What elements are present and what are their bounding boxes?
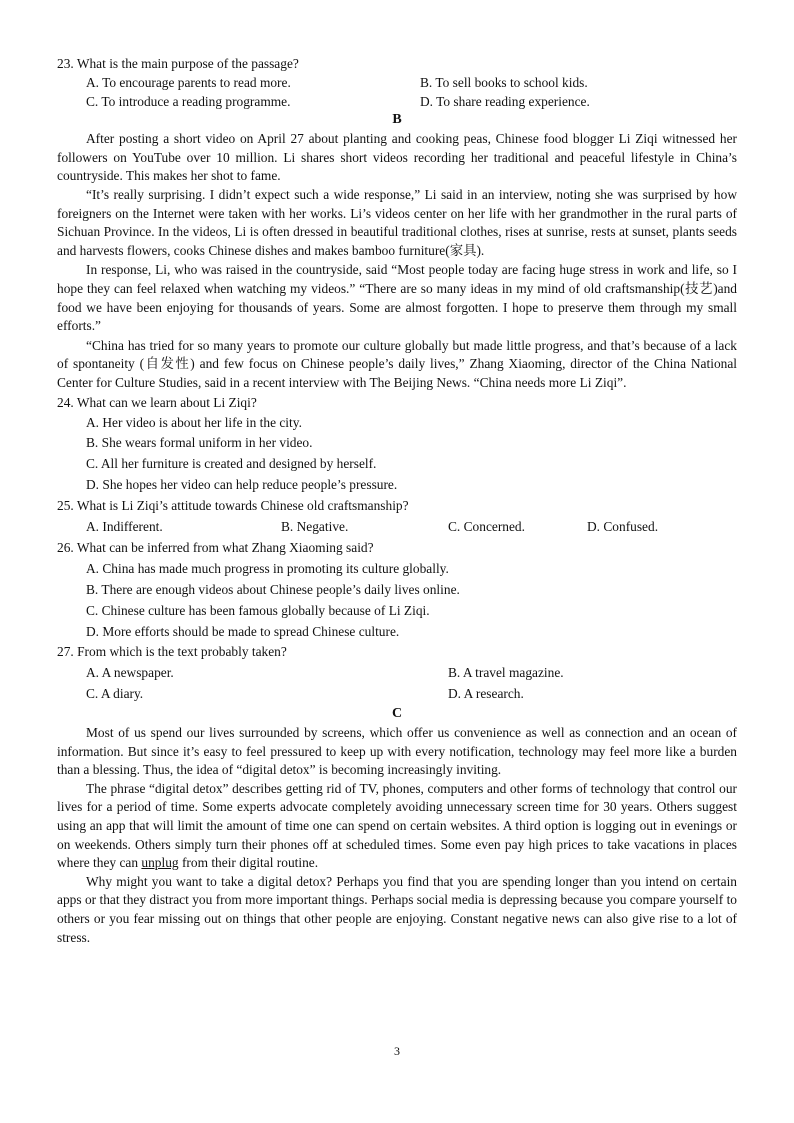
q26-option-b: B. There are enough videos about Chinese people’s daily lives online. (86, 581, 460, 597)
q26-option-d: D. More efforts should be made to spread Chinese culture. (86, 623, 400, 639)
section-b-paragraph-3: In response, Li, who was raised in the countryside, said “Most people today are facing huge stress in work and life, so I hope they can feel relaxed when watching my videos.” “There are so many ideas in my mind of old craftsmanship(技艺)and food we have been enjoying for thousands of years. Some are almost forgotten. I hope to preserve them through my small efforts.” (57, 262, 737, 334)
q25-option-a: A. Indifferent. (86, 519, 163, 535)
section-c-paragraph-1: Most of us spend our lives surrounded by screens, which offer us convenience as well as connection and an ocean of information. But since it’s easy to feel pressured to keep up with every notification, technology may feel more like a burden than a blessing. Thus, the idea of “digital detox” is becoming increasingly inviting. (57, 724, 737, 778)
underlined-word-unplug: unplug (141, 855, 179, 871)
q23-option-b: B. To sell books to school kids. (420, 74, 588, 90)
q25-option-c: C. Concerned. (448, 519, 525, 535)
q24-option-d: D. She hopes her video can help reduce people’s pressure. (86, 477, 398, 493)
q25-option-b: B. Negative. (281, 519, 349, 535)
q27-option-a: A. A newspaper. (86, 665, 174, 681)
question-27-options-row1 (86, 663, 737, 684)
section-b-paragraph-2: “It’s really surprising. I didn’t expect such a wide response,” Li said in an interview, noting she was surprised by how foreigners on the Internet were taken with her works. Li’s videos center on her life with her grandmother in the rural parts of Sichuan Province. In the videos, Li is often dressed in beautiful traditional clothes, rises at sunrise, rests at sunset, plants seeds and harvests flowers, cooks Chinese dishes and makes bamboo furniture(家具). (57, 186, 737, 258)
section-c-paragraph-2 (57, 780, 737, 873)
q24-option-a: A. Her video is about her life in the city. (86, 414, 302, 430)
q26-option-c: C. Chinese culture has been famous globally because of Li Ziqi. (86, 602, 430, 618)
question-26-stem: 26. What can be inferred from what Zhang Xiaoming said? (57, 539, 374, 555)
q23-option-a: A. To encourage parents to read more. (86, 74, 291, 90)
question-23-options-row2 (86, 93, 737, 112)
question-27-stem: 27. From which is the text probably taken? (57, 644, 287, 660)
q27-option-b: B. A travel magazine. (448, 665, 564, 681)
question-25-options (86, 517, 737, 538)
q23-option-c: C. To introduce a reading programme. (86, 93, 291, 109)
question-23-options-row1 (86, 74, 737, 93)
section-c-paragraph-2-end: from their digital routine. (178, 855, 319, 871)
question-25-stem: 25. What is Li Ziqi’s attitude towards Chinese old craftsmanship? (57, 498, 409, 514)
section-b-paragraph-1: After posting a short video on April 27 about planting and cooking peas, Chinese food blogger Li Ziqi witnessed her followers on YouTube over 10 million. Li shares short videos recording her traditional and peaceful lifestyle in China’s countryside. This makes her shot to fame. (57, 131, 737, 184)
section-b-paragraph-4: “China has tried for so many years to promote our culture globally but made little progress, and that’s because of a lack of spontaneity (自发性) and few focus on Chinese people’s daily lives,” Zhang Xiaoming, director of the China National Center for Culture Studies, said in a recent interview with The Beijing News. “China needs more Li Ziqi”. (57, 337, 737, 390)
question-24-stem: 24. What can we learn about Li Ziqi? (57, 394, 257, 410)
q24-option-c: C. All her furniture is created and designed by herself. (86, 456, 377, 472)
section-c-heading: C (391, 706, 403, 722)
q25-option-d: D. Confused. (587, 519, 659, 535)
q27-option-d: D. A research. (448, 686, 524, 702)
section-b-heading: B (392, 112, 402, 128)
q23-option-d: D. To share reading experience. (420, 93, 590, 109)
q24-option-b: B. She wears formal uniform in her video. (86, 435, 313, 451)
question-27-options-row2 (86, 684, 737, 705)
section-c-paragraph-3: Why might you want to take a digital detox? Perhaps you find that you are spending longer than you intend on certain apps or that they distract you from more important things. Perhaps social media is depressing because you compare yourself to others or you fear missing out on things that other people are enjoying. Constant negative news can also give rise to a lot of stress. (57, 873, 737, 945)
section-c-paragraph-2-text: The phrase “digital detox” describes getting rid of TV, phones, computers and other forms of technology that control our lives for a period of time. Some experts advocate completely avoiding unnecessary screen time for 30 years. Others suggest using an app that will limit the amount of time one can spend on certain websites. A third option is logging out in evenings or on weekends. Others simply turn their phones off at scheduled times. Some even pay high prices to take vacations in places where they can (57, 780, 737, 871)
q27-option-c: C. A diary. (86, 686, 144, 702)
exam-page (57, 55, 737, 947)
q26-option-a: A. China has made much progress in promoting its culture globally. (86, 560, 449, 576)
page-number: 3 (394, 1044, 400, 1058)
question-23-stem: 23. What is the main purpose of the passage? (57, 56, 299, 71)
